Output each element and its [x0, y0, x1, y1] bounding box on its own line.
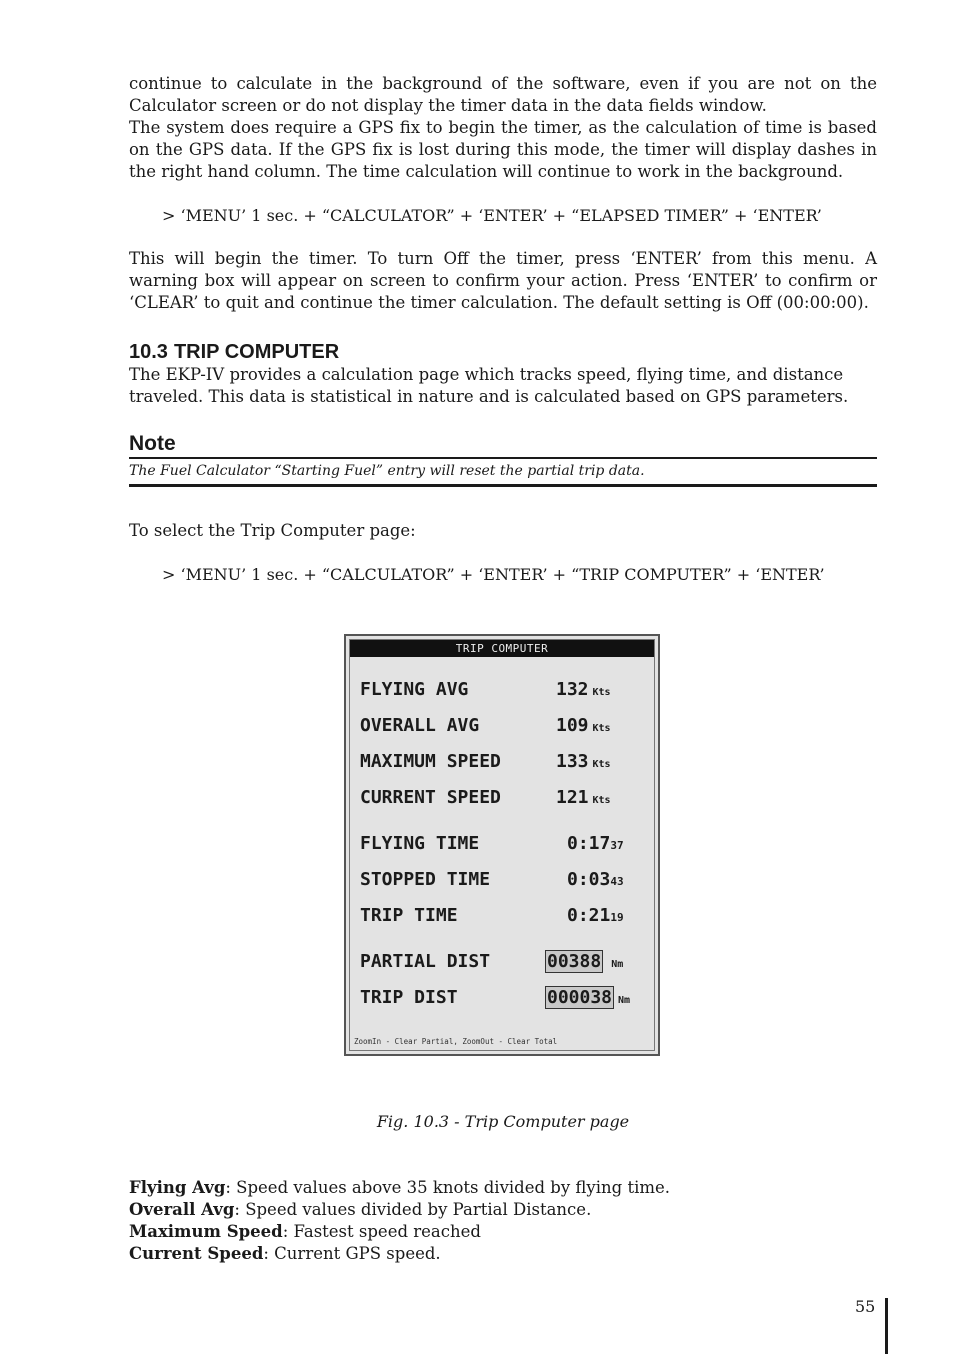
definition-desc: : Speed values divided by Partial Distance.	[234, 1200, 592, 1219]
section-number: 10.3	[129, 341, 168, 363]
intro-paragraph-2: The system does require a GPS fix to begin the timer, as the calculation of time is based on the GPS data. If the GPS fix is lost during this mode, the timer will display dashes in the right hand column. The time calculation will continue to work in the background.	[129, 118, 877, 181]
note-text: The Fuel Calculator “Starting Fuel” entry will reset the partial trip data.	[129, 459, 877, 487]
unit-text: Nm	[611, 959, 624, 970]
definition-term: Flying Avg	[129, 1178, 226, 1197]
seconds-text: 43	[610, 875, 624, 888]
definition-item	[129, 1199, 877, 1221]
section-title: TRIP COMPUTER	[173, 341, 340, 363]
screen-title: TRIP COMPUTER	[350, 640, 654, 657]
value-text: 0:03	[567, 869, 611, 890]
row-label: TRIP TIME	[360, 905, 458, 926]
section-paragraph: The EKP-IV provides a calculation page which tracks speed, flying time, and distance traveled. This data is statistical in nature and is calculated based on GPS parameters.	[129, 365, 849, 406]
row-label: CURRENT SPEED	[360, 787, 501, 808]
screen-footer-hint: ZoomIn - Clear Partial, ZoomOut - Clear Total	[354, 1037, 558, 1046]
definition-term: Overall Avg	[129, 1200, 235, 1219]
definition-desc: : Current GPS speed.	[263, 1244, 441, 1263]
trip-dist-field: 000038	[547, 987, 613, 1008]
value-text: 0:21	[567, 905, 611, 926]
page-number: 55	[855, 1297, 876, 1316]
value-text: 0:17	[567, 833, 611, 854]
row-label: STOPPED TIME	[360, 869, 491, 890]
row-value	[567, 868, 624, 894]
intro-paragraph-1: continue to calculate in the background of the software, even if you are not on the Calculator screen or do not display the timer data in the data fields window.	[129, 74, 877, 115]
value-text: 121	[556, 787, 589, 808]
intro-paragraph-3: This will begin the timer. To turn Off the timer, press ‘ENTER’ from this menu. A warning box will appear on screen to confirm your action. Press ‘ENTER’ to confirm or ‘CLEAR’ to quit and continue the timer calculation. The default setting is Off (00:00:00).	[129, 249, 877, 312]
row-value	[556, 786, 611, 813]
seconds-text: 19	[610, 911, 624, 924]
value-text: 133	[556, 751, 589, 772]
row-value	[556, 750, 611, 777]
definitions-list	[129, 1177, 877, 1265]
definition-item	[129, 1177, 877, 1199]
select-instruction: To select the Trip Computer page:	[129, 521, 416, 540]
trip-computer-command: > ‘MENU’ 1 sec. + “CALCULATOR” + ‘ENTER’ + “TRIP COMPUTER” + ‘ENTER’	[162, 565, 825, 584]
definition-desc: : Fastest speed reached	[282, 1222, 481, 1241]
row-label: FLYING AVG	[360, 679, 469, 700]
definition-term: Current Speed	[129, 1244, 264, 1263]
value-text: 109	[556, 715, 589, 736]
row-label: TRIP DIST	[360, 987, 458, 1008]
row-value	[567, 832, 624, 858]
screen-frame	[349, 639, 655, 1051]
unit-text: Kts	[592, 723, 611, 734]
row-label: FLYING TIME	[360, 833, 480, 854]
row-label: PARTIAL DIST	[360, 951, 491, 972]
definition-item	[129, 1221, 877, 1243]
definition-term: Maximum Speed	[129, 1222, 283, 1241]
unit-text: Kts	[592, 687, 611, 698]
row-value	[556, 678, 611, 705]
row-value	[556, 714, 611, 741]
trip-computer-screen	[344, 634, 660, 1056]
row-value	[545, 950, 623, 977]
seconds-text: 37	[610, 839, 624, 852]
unit-text: Kts	[592, 795, 611, 806]
row-value	[545, 986, 630, 1013]
unit-text: Kts	[592, 759, 611, 770]
definition-item	[129, 1243, 877, 1265]
definition-desc: : Speed values above 35 knots divided by flying time.	[225, 1178, 671, 1197]
section-heading	[129, 340, 877, 364]
value-text: 132	[556, 679, 589, 700]
page-edge-bar	[885, 1298, 888, 1354]
page-content	[129, 73, 877, 586]
partial-dist-field[interactable]: 00388	[547, 951, 602, 972]
row-label: OVERALL AVG	[360, 715, 480, 736]
row-label: MAXIMUM SPEED	[360, 751, 501, 772]
figure-caption: Fig. 10.3 - Trip Computer page	[376, 1112, 630, 1131]
unit-text: Nm	[618, 995, 631, 1006]
note-title: Note	[129, 432, 877, 459]
elapsed-timer-command: > ‘MENU’ 1 sec. + “CALCULATOR” + ‘ENTER’ + “ELAPSED TIMER” + ‘ENTER’	[162, 206, 822, 225]
row-value	[567, 904, 624, 930]
